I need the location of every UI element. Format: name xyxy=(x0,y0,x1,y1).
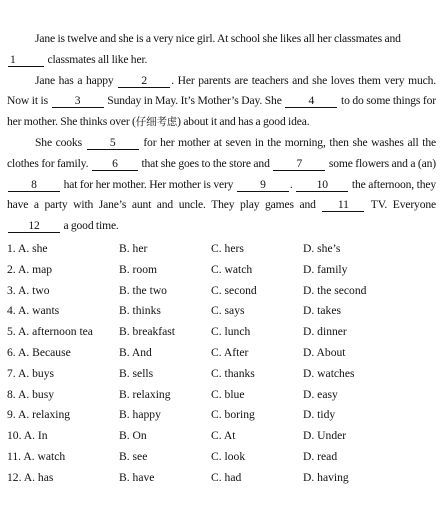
blank-7: 7 xyxy=(273,157,325,171)
option-d: D. tidy xyxy=(303,408,336,422)
option-c: C. blue xyxy=(211,387,245,401)
option-row xyxy=(7,343,436,364)
option-b: B. the two xyxy=(119,283,167,297)
blank-3: 3 xyxy=(52,94,104,108)
option-b: B. room xyxy=(119,262,158,276)
option-d: D. family xyxy=(303,262,348,276)
option-d: D. read xyxy=(303,449,338,463)
option-d: D. the second xyxy=(303,283,367,297)
option-a: 7. A. buys xyxy=(7,366,55,380)
answer-options xyxy=(7,239,436,489)
option-c: C. second xyxy=(211,283,257,297)
option-b: B. have xyxy=(119,470,155,484)
option-b: B. see xyxy=(119,449,148,463)
option-a: 2. A. map xyxy=(7,262,53,276)
option-c: C. had xyxy=(211,470,242,484)
option-a: 5. A. afternoon tea xyxy=(7,325,93,339)
option-d: D. she’s xyxy=(303,241,341,255)
option-c: C. look xyxy=(211,449,246,463)
option-row xyxy=(7,260,436,281)
blank-6: 6 xyxy=(92,157,138,171)
option-row xyxy=(7,364,436,385)
option-b: B. thinks xyxy=(119,304,161,318)
chinese-gloss: 仔细考虑 xyxy=(135,116,178,129)
option-row xyxy=(7,426,436,447)
blank-11: 11 xyxy=(322,198,364,212)
option-b: B. And xyxy=(119,345,152,359)
option-d: D. About xyxy=(303,345,346,359)
option-c: C. hers xyxy=(211,241,244,255)
blank-9: 9 xyxy=(237,178,289,192)
option-d: D. easy xyxy=(303,387,338,401)
option-d: D. watches xyxy=(303,366,355,380)
option-a: 8. A. busy xyxy=(7,387,55,401)
paragraph-1: Jane is twelve and she is a very nice girl. At school she likes all her classmates and 1 classmates all like her. xyxy=(10,32,401,66)
option-row xyxy=(7,385,436,406)
option-d: D. takes xyxy=(303,304,341,318)
option-a: 10. A. In xyxy=(7,429,48,443)
option-a: 11. A. watch xyxy=(7,449,66,463)
option-b: B. sells xyxy=(119,366,154,380)
option-a: 1. A. she xyxy=(7,241,48,255)
option-a: 6. A. Because xyxy=(7,345,71,359)
option-row xyxy=(7,322,436,343)
option-c: C. lunch xyxy=(211,325,251,339)
blank-12: 12 xyxy=(8,219,60,233)
option-row xyxy=(7,405,436,426)
cloze-passage xyxy=(7,29,436,237)
blank-5: 5 xyxy=(87,136,139,150)
option-d: D. Under xyxy=(303,429,347,443)
option-row xyxy=(7,301,436,322)
option-b: B. happy xyxy=(119,408,161,422)
option-c: C. watch xyxy=(211,262,253,276)
option-row xyxy=(7,239,436,260)
option-d: D. dinner xyxy=(303,325,347,339)
option-c: C. boring xyxy=(211,408,255,422)
paragraph-3: She cooks 5 for her mother at seven in the morning, then she washes all the clothes for family. 6 that she goes to the store and 7 some flowers and a (an) 8 hat for her mother. Her mother is very 9 . 10 the afternoon, they have a party with Jane’s aunt and uncle. They play games and 11 TV. Everyone 12 a good time. xyxy=(7,135,436,233)
option-c: C. thanks xyxy=(211,366,255,380)
blank-10: 10 xyxy=(296,178,348,192)
option-a: 12. A. has xyxy=(7,470,54,484)
option-b: B. On xyxy=(119,429,147,443)
option-b: B. her xyxy=(119,241,148,255)
option-c: C. At xyxy=(211,429,236,443)
blank-2: 2 xyxy=(118,74,170,88)
option-row xyxy=(7,447,436,468)
option-d: D. having xyxy=(303,470,349,484)
option-b: B. relaxing xyxy=(119,387,171,401)
option-a: 9. A. relaxing xyxy=(7,408,71,422)
option-a: 4. A. wants xyxy=(7,304,60,318)
option-c: C. After xyxy=(211,345,249,359)
option-row xyxy=(7,281,436,302)
blank-4: 4 xyxy=(285,94,337,108)
paragraph-2: Jane has a happy 2 . Her parents are teachers and she loves them very much. Now it is 3 Sunday in May. It’s Mother’s Day. She 4 to do some things for her mother. She thinks over (仔细考虑) about it and has a good idea. xyxy=(7,73,436,129)
option-c: C. says xyxy=(211,304,245,318)
option-row xyxy=(7,468,436,489)
blank-8: 8 xyxy=(8,178,60,192)
option-a: 3. A. two xyxy=(7,283,50,297)
blank-1: 1 xyxy=(8,53,44,67)
option-b: B. breakfast xyxy=(119,325,176,339)
